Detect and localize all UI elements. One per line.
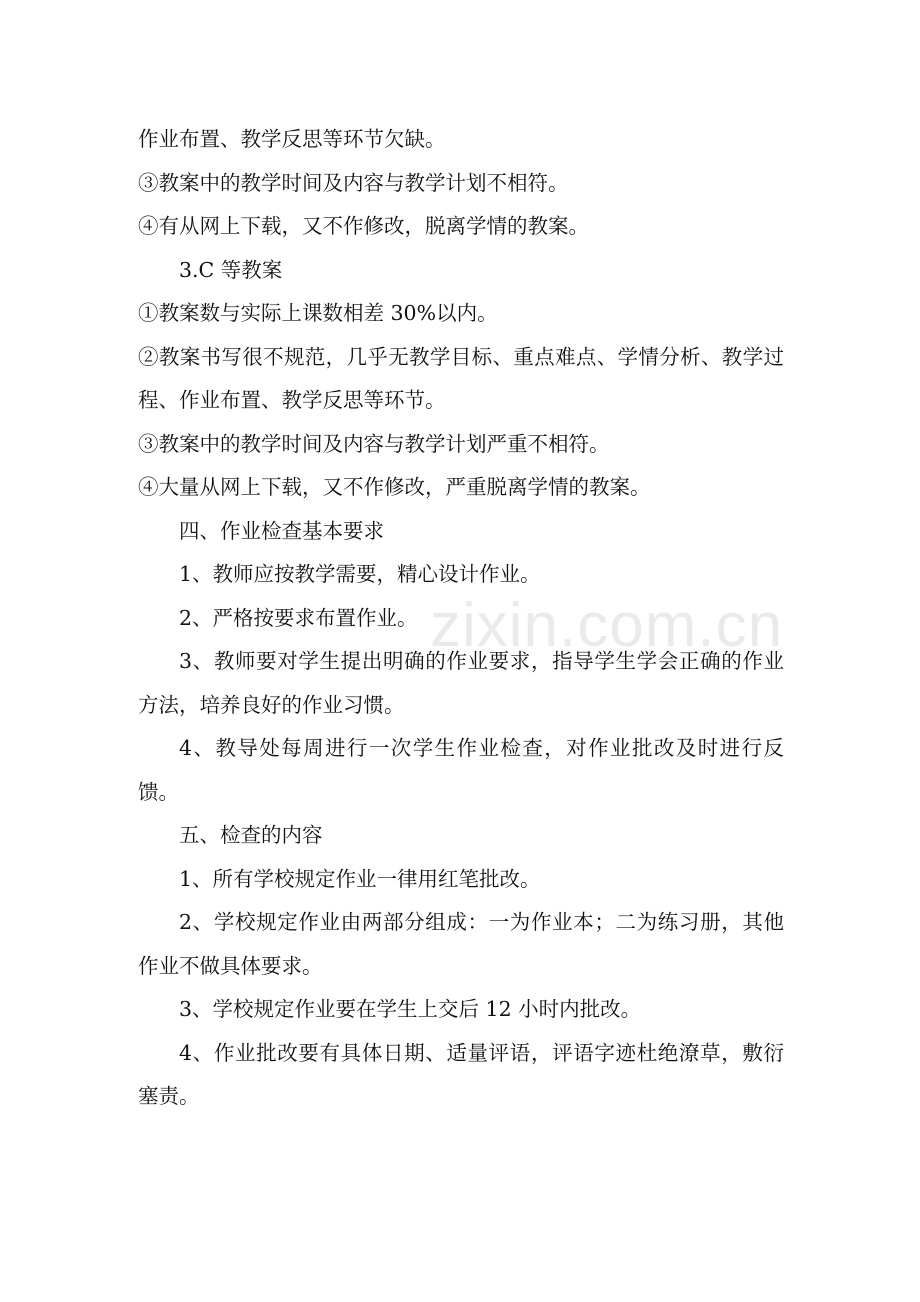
requirement-item-4: 4、教导处每周进行一次学生作业检查，对作业批改及时进行反馈。 [138, 736, 784, 804]
watermark: zixin.com.cn [430, 591, 784, 660]
content-item-4: 4、作业批改要有具体日期、适量评语，评语字迹杜绝潦草，敷衍塞责。 [138, 1040, 784, 1108]
list-item-b4: ④有从网上下载，又不作修改，脱离学情的教案。 [138, 214, 589, 238]
list-item-c3: ③教案中的教学时间及内容与教学计划严重不相符。 [138, 431, 610, 456]
content-item-1: 1、所有学校规定作业一律用红笔批改。 [179, 866, 541, 891]
list-item-b3: ③教案中的教学时间及内容与教学计划不相符。 [138, 170, 569, 195]
list-item-c4: ④大量从网上下载，又不作修改，严重脱离学情的教案。 [138, 475, 651, 499]
content-item-2: 2、学校规定作业由两部分组成：一为作业本；二为练习册，其他作业不做具体要求。 [138, 910, 784, 978]
requirement-item-2: 2、严格按要求布置作业。 [179, 605, 418, 630]
requirement-item-1: 1、教师应按教学需要，精心设计作业。 [179, 562, 541, 586]
section-heading-5: 五、检查的内容 [179, 823, 323, 847]
paragraph-continuation: 作业布置、教学反思等环节欠缺。 [138, 127, 446, 151]
content-item-3: 3、学校规定作业要在学生上交后 12 小时内批改。 [179, 997, 642, 1021]
section-heading-c-grade: 3.C 等教案 [179, 257, 283, 282]
requirement-item-3: 3、教师要对学生提出明确的作业要求，指导学生学会正确的作业方法，培养良好的作业习惯。 [138, 649, 784, 717]
list-item-c2: ②教案书写很不规范，几乎无教学目标、重点难点、学情分析、教学过程、作业布置、教学反思等环节。 [138, 344, 784, 412]
section-heading-4: 四、作业检查基本要求 [179, 518, 384, 543]
list-item-c1: ①教案数与实际上课数相差 30%以内。 [138, 301, 498, 325]
